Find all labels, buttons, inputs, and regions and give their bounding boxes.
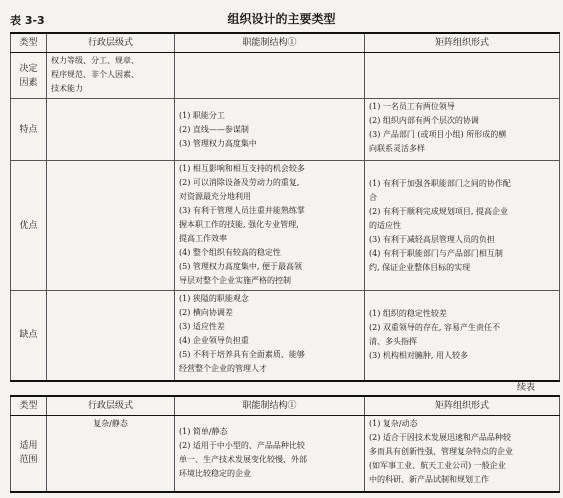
cell-line: 握本职工作的技能, 强化专业管理,: [179, 220, 299, 229]
cell-line: (如军事工业、航天工业公司) 一般企业: [369, 461, 506, 470]
functional-cell: [175, 161, 365, 291]
cell-line: 导层对整个企业实施严格的控制: [179, 276, 291, 285]
cell-line: (1) 复杂/动态: [369, 419, 418, 428]
column-header: 类型: [11, 396, 47, 416]
cell-line: (2) 双重领导的存在, 容易产生责任不: [369, 323, 500, 333]
column-header: 矩阵组织形式: [365, 396, 560, 416]
cell-line: (1) 狭隘的职能观念: [179, 294, 249, 303]
row-label-text: 适用范围: [19, 441, 38, 466]
cell-line: (2) 有利于顺利完成规划项目, 提高企业: [369, 206, 508, 216]
cell-line: 约, 保证企业整体目标的实现: [369, 262, 471, 272]
row-label: 特点: [11, 99, 47, 161]
row-label: 缺点: [11, 291, 47, 381]
cell-line: 权力等级、分工、规章、: [51, 56, 139, 65]
hierarchical-cell: [47, 291, 175, 381]
cell-line: (3) 产品部门 (或项目小组) 所形成的横: [369, 130, 507, 139]
table-row: [11, 53, 560, 99]
row-label: [11, 416, 47, 492]
row-label: [11, 53, 47, 99]
column-header: 类型: [11, 33, 47, 53]
cell-line: (3) 有利于管理人员注重并能熟练掌: [179, 206, 305, 215]
cell-line: 环境比较稳定的企业: [179, 469, 251, 479]
cell-line: 多而具有创新性强、管理复杂特点的企业: [369, 447, 513, 456]
cell-line: (2) 适用于中小型的、产品品种比较: [179, 441, 305, 451]
column-header: 职能制结构①: [175, 33, 365, 53]
cell-line: (3) 适应性差: [179, 322, 225, 331]
cell-line: 对资源最充分地利用: [179, 192, 251, 201]
table-number: 表 3-3: [10, 14, 45, 27]
cell-line: (1) 简单/静态: [179, 427, 228, 437]
row-label: 优点: [11, 161, 47, 291]
cell-line: (4) 企业领导负担重: [179, 336, 249, 345]
functional-cell: [175, 291, 365, 381]
table-row: [11, 291, 560, 381]
table-row: [11, 161, 560, 291]
cell-line: 经营整个企业的管理人才: [179, 364, 267, 373]
matrix-cell: [365, 416, 560, 492]
hierarchical-cell: [47, 53, 175, 99]
cell-line: (4) 有利于职能部门与产品部门相互制: [369, 248, 503, 258]
column-header: 职能制结构①: [175, 396, 365, 416]
cell-line: 技术能力: [51, 84, 83, 93]
functional-cell: [175, 99, 365, 161]
cell-line: (3) 有利于减轻高层管理人员的负担: [369, 234, 495, 244]
cell-line: 单一、生产技术发展变化较慢、外部: [179, 455, 307, 465]
column-header: 行政层级式: [47, 33, 175, 53]
cell-line: (5) 不利于培养具有全面素质、能够: [179, 350, 305, 359]
cell-line: (2) 组织内部有两个层次的协调: [369, 116, 479, 125]
table-title: 组织设计的主要类型: [227, 12, 336, 26]
cell-line: 向联系灵活多样: [369, 144, 425, 153]
row-label-text: 决定因素: [19, 63, 38, 88]
hierarchical-cell: [47, 99, 175, 161]
continued-table: [10, 395, 560, 493]
cell-line: (1) 有利于加强各职能部门之间的协作配: [369, 178, 511, 188]
cell-line: 程序规范、非个人因素、: [51, 70, 139, 79]
hierarchical-cell: 复杂/静态: [47, 416, 175, 492]
continued-label: 续表: [517, 383, 536, 393]
cell-line: (2) 直线——参谋制: [179, 124, 249, 134]
cell-line: (2) 适合于因技术发展迅速和产品品种较: [369, 433, 511, 442]
table-row: [11, 99, 560, 161]
header-row: [11, 33, 560, 53]
column-header: 矩阵组织形式: [365, 33, 560, 53]
cell-line: 合: [369, 192, 377, 202]
cell-line: (1) 组织的稳定性较差: [369, 309, 447, 319]
cell-line: (5) 管理权力高度集中, 便于最高领: [179, 262, 302, 271]
cell-line: (3) 管理权力高度集中: [179, 138, 257, 148]
hierarchical-cell: [47, 161, 175, 291]
cell-line: (2) 横向协调差: [179, 308, 233, 317]
header-row: [11, 396, 560, 416]
matrix-cell: [365, 161, 560, 291]
cell-line: 的适应性: [369, 220, 401, 230]
matrix-cell: [365, 291, 560, 381]
cell-line: (1) 一名员工有两位领导: [369, 102, 455, 111]
cell-line: (1) 职能分工: [179, 110, 225, 120]
matrix-cell: [365, 53, 560, 99]
functional-cell: [175, 53, 365, 99]
cell-line: (4) 整个组织有较高的稳定性: [179, 248, 281, 257]
column-header: 行政层级式: [47, 396, 175, 416]
cell-line: 中的科研、新产品试制和规划工作: [369, 475, 489, 484]
matrix-cell: [365, 99, 560, 161]
table-row: [11, 416, 560, 492]
cell-line: (2) 可以消除设备及劳动力的重复,: [179, 178, 300, 187]
cell-line: (1) 相互影响和相互支持的机会较多: [179, 164, 305, 173]
cell-line: 清、多头指挥: [369, 337, 417, 347]
functional-cell: [175, 416, 365, 492]
cell-line: (3) 机构相对臃肿, 用人较多: [369, 351, 468, 361]
cell-line: 提高工作效率: [179, 234, 227, 243]
main-table: [10, 32, 560, 382]
